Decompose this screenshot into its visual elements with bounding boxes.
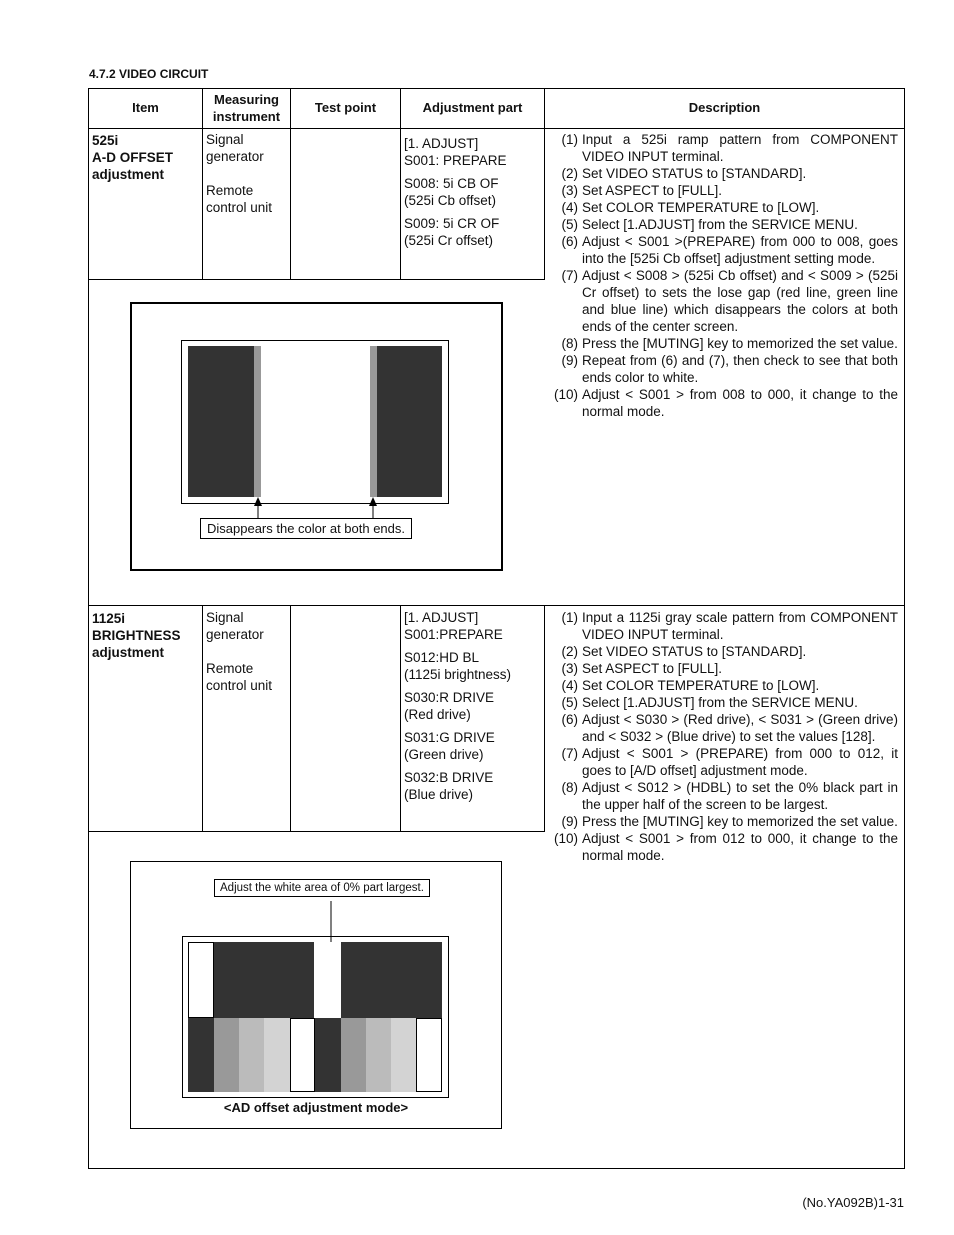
step-4: (4) Set COLOR TEMPERATURE to [LOW].: [561, 200, 820, 215]
step-5: (5) Select [1.ADJUST] from the SERVICE MENU.: [561, 217, 858, 232]
row2-adjustment-part: [1. ADJUST] S001:PREPARE S012:HD BL (1125i brightness) S030:R DRIVE (Red drive) S031:G DRIVE (Green drive) S032:B DRIVE (Blue drive): [404, 610, 512, 802]
figure-1125i-caption: <AD offset adjustment mode>: [223, 1100, 409, 1115]
step-3: (3) Set ASPECT to [FULL].: [561, 183, 723, 198]
step-6: (6) Adjust < S001 >(PREPARE) from 000 to 008, goes into the [525i Cb offset] adjustment setting mode.: [561, 234, 898, 266]
step-1: (1) Input a 525i ramp pattern from COMPONENT VIDEO INPUT terminal.: [561, 132, 898, 164]
step-8: (8) Press the [MUTING] key to memorized the set value.: [561, 336, 898, 351]
figure-1125i-label: Adjust the white area of 0% part largest.: [214, 879, 430, 897]
row1-instrument: Signal generator Remote control unit: [206, 132, 273, 215]
row2-description: [548, 609, 898, 864]
left-dark-bar: [188, 346, 254, 497]
figure-525i-label: Disappears the color at both ends.: [200, 518, 412, 539]
upper-black-block: [341, 942, 442, 1018]
step-3: (3) Set ASPECT to [FULL].: [561, 661, 723, 676]
step-5: (5) Select [1.ADJUST] from the SERVICE MENU.: [561, 695, 858, 710]
row2-instrument: Signal generator Remote control unit: [206, 610, 273, 693]
page-footer: (No.YA092B)1-31: [802, 1195, 904, 1210]
row2-item: 1125i BRIGHTNESS adjustment: [92, 611, 181, 660]
step-9: (9) Repeat from (6) and (7), then check to see that both ends color to white.: [561, 353, 898, 385]
step-10: (10) Adjust < S001 > from 008 to 000, it change to the normal mode.: [553, 387, 898, 419]
step-10: (10) Adjust < S001 > from 012 to 000, it change to the normal mode.: [553, 831, 898, 863]
header-description: Description: [688, 100, 761, 115]
step-7: (7) Adjust < S008 > (525i Cb offset) and < S009 > (525i Cr offset) to sets the lose gap (red line, green line and blue line) which disappears the colors at both ends of the center screen.: [561, 268, 898, 334]
step-2: (2) Set VIDEO STATUS to [STANDARD].: [561, 644, 807, 659]
step-2: (2) Set VIDEO STATUS to [STANDARD].: [561, 166, 807, 181]
step-7: (7) Adjust < S001 > (PREPARE) from 000 to 012, it goes to [A/D offset] adjustment mode.: [561, 746, 898, 778]
header-measuring-instrument: Measuring instrument: [212, 92, 281, 124]
step-6: (6) Adjust < S030 > (Red drive), < S031 > (Green drive) and < S032 > (Blue drive) to set the values [128].: [561, 712, 898, 744]
upper-black-block: [214, 942, 314, 1018]
row1-adjustment-part: [1. ADJUST] S001: PREPARE S008: 5i CB OF (525i Cb offset) S009: 5i CR OF (525i Cr offset): [404, 136, 507, 248]
step-4: (4) Set COLOR TEMPERATURE to [LOW].: [561, 678, 820, 693]
row1-description: [548, 131, 898, 420]
right-dark-bar: [377, 346, 442, 497]
arrow-up-icon: [254, 497, 262, 506]
header-item: Item: [132, 100, 159, 115]
step-8: (8) Adjust < S012 > (HDBL) to set the 0% black part in the upper half of the screen to be largest.: [561, 780, 898, 812]
right-gap-line: [370, 346, 377, 497]
upper-white-block: [314, 942, 341, 1018]
step-1: (1) Input a 1125i gray scale pattern from COMPONENT VIDEO INPUT terminal.: [561, 610, 898, 642]
step-9: (9) Press the [MUTING] key to memorized the set value.: [561, 814, 898, 829]
left-gap-line: [254, 346, 261, 497]
header-adjustment-part: Adjustment part: [422, 100, 523, 115]
arrow-up-icon: [369, 497, 377, 506]
row1-item: 525i A-D OFFSET adjustment: [92, 133, 173, 182]
header-test-point: Test point: [314, 100, 377, 115]
section-title: 4.7.2 VIDEO CIRCUIT: [89, 67, 209, 81]
figure-525i-arrows: [180, 494, 450, 520]
